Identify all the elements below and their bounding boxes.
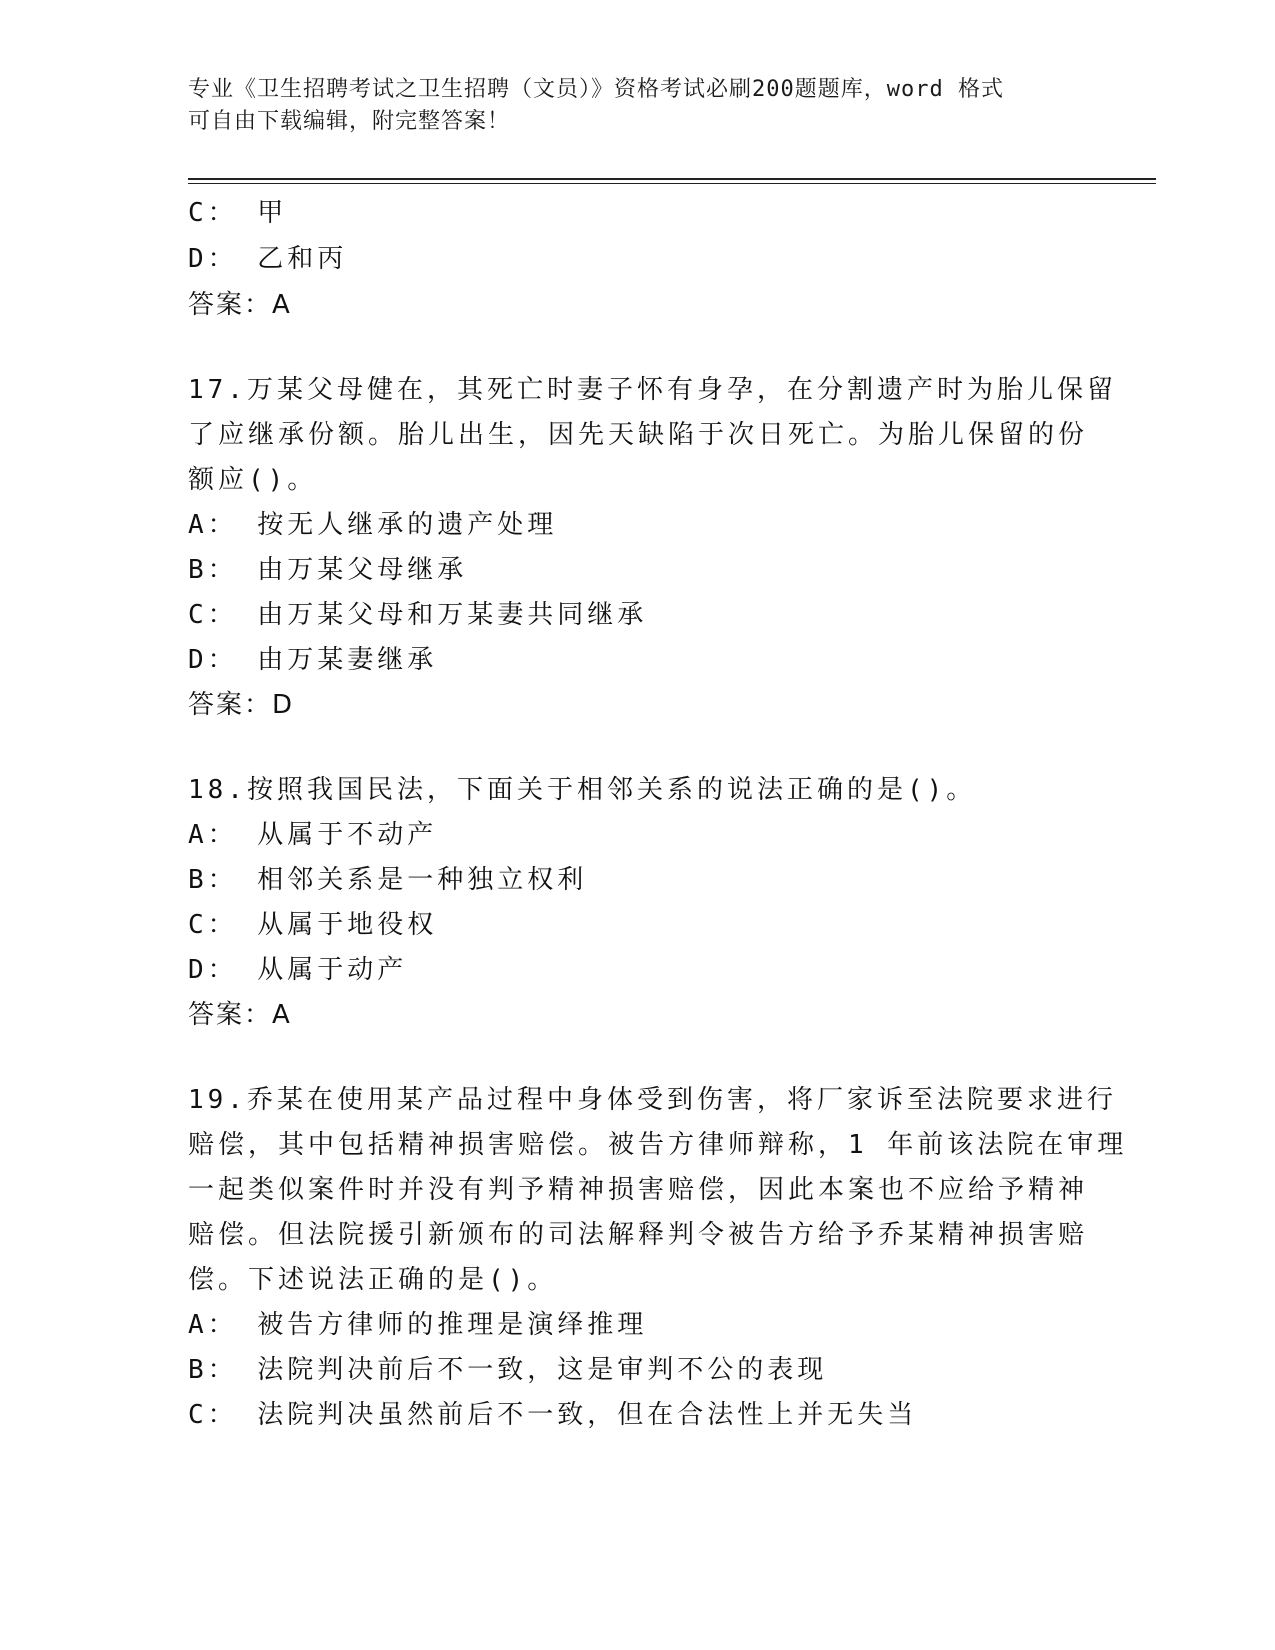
question-stem-line: 额应()。 [188,465,318,495]
option-d: D： 乙和丙 [188,244,348,274]
question-stem-line: 19.乔某在使用某产品过程中身体受到伤害，将厂家诉至法院要求进行 [188,1085,1117,1115]
header-divider [188,178,1156,184]
header-line-2: 可自由下载编辑，附完整答案！ [188,109,511,134]
question-stem-line: 18.按照我国民法，下面关于相邻关系的说法正确的是()。 [188,775,977,805]
question-18 [188,768,1088,1038]
header-line-1: 专业《卫生招聘考试之卫生招聘（文员）》资格考试必刷200题题库，word 格式 [188,77,1004,102]
option-d: D： 从属于动产 [188,955,408,985]
question-stem-line: 赔偿。但法院援引新颁布的司法解释判令被告方给予乔某精神损害赔 [188,1220,1089,1250]
question-stem-line: 一起类似案件时并没有判予精神损害赔偿，因此本案也不应给予精神 [188,1175,1089,1205]
answer-line: 答案：D [188,690,295,720]
option-b: B： 法院判决前后不一致，这是审判不公的表现 [188,1355,828,1385]
question-stem-line: 了应继承份额。胎儿出生，因先天缺陷于次日死亡。为胎儿保留的份 [188,420,1089,450]
question-stem-line: 17.万某父母健在，其死亡时妻子怀有身孕，在分割遗产时为胎儿保留 [188,375,1117,405]
question-17 [188,368,1117,728]
option-c: C： 由万某父母和万某妻共同继承 [188,600,648,630]
option-b: B： 由万某父母继承 [188,555,468,585]
question-content [188,190,1128,1438]
option-d: D： 由万某妻继承 [188,645,438,675]
option-a: A： 按无人继承的遗产处理 [188,510,558,540]
previous-question-tail [188,190,1088,328]
option-b: B： 相邻关系是一种独立权利 [188,865,588,895]
option-c: C： 从属于地役权 [188,910,438,940]
option-a: A： 被告方律师的推理是演绎推理 [188,1310,648,1340]
question-19 [188,1078,1128,1438]
option-c: C： 甲 [188,198,288,228]
answer-line: 答案：A [188,290,292,320]
option-c: C： 法院判决虽然前后不一致，但在合法性上并无失当 [188,1400,918,1430]
question-stem-line: 赔偿，其中包括精神损害赔偿。被告方律师辩称，1 年前该法院在审理 [188,1130,1128,1160]
option-a: A： 从属于不动产 [188,820,438,850]
document-header [188,74,1088,138]
question-stem-line: 偿。下述说法正确的是()。 [188,1265,558,1295]
answer-line: 答案：A [188,1000,292,1030]
